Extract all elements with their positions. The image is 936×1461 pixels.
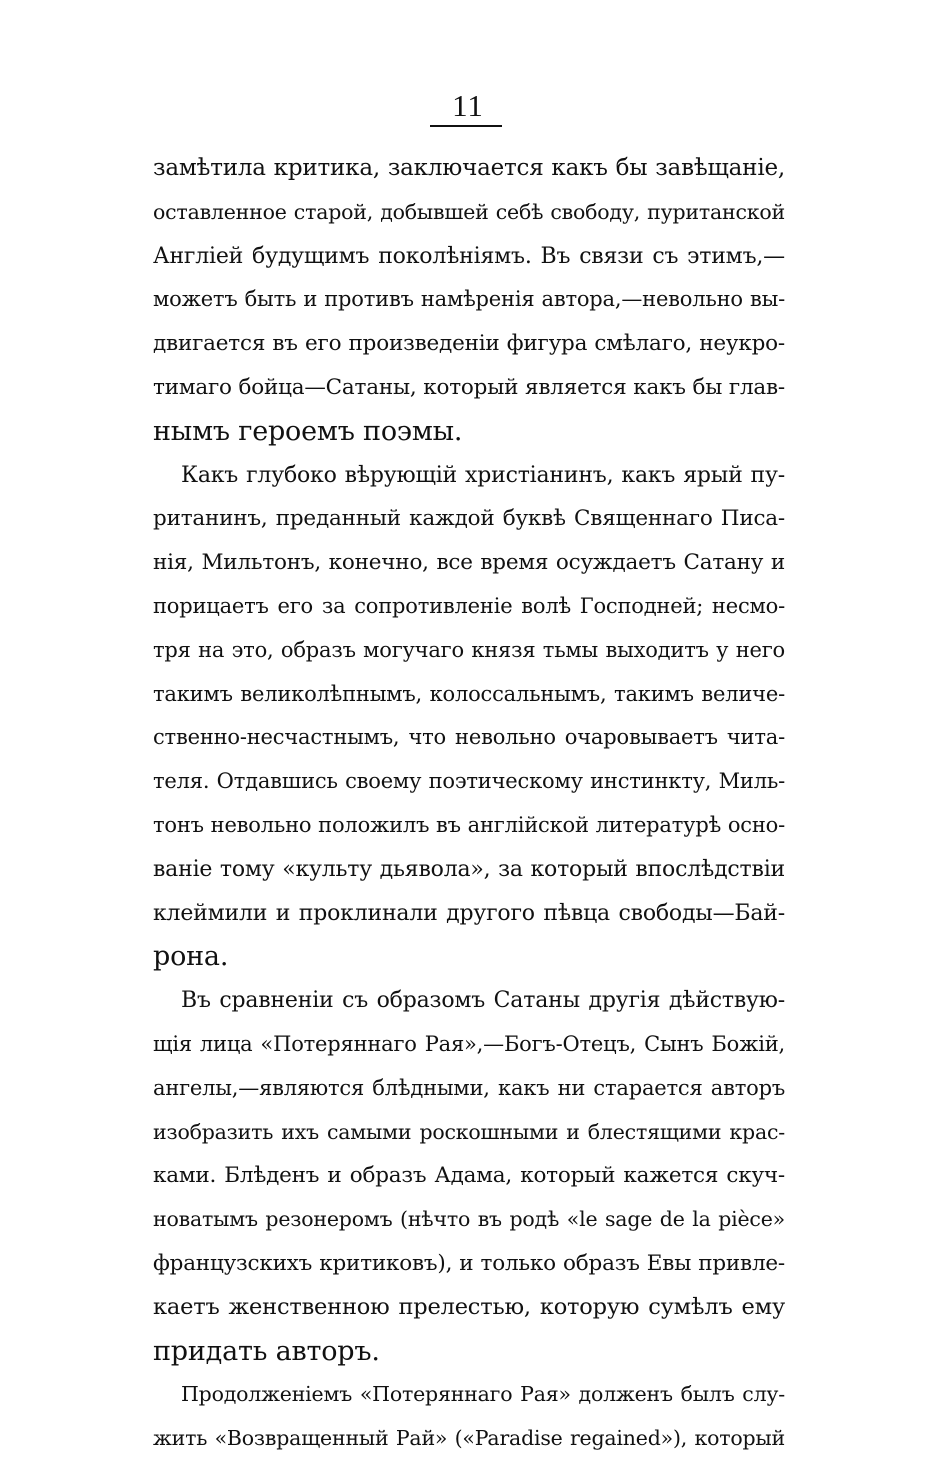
text-line: ственно-несчастнымъ, что невольно очаровываетъ чита- <box>153 725 785 750</box>
text-line: ританинъ, преданный каждой буквѣ Священнаго Писа- <box>153 506 785 532</box>
text-line: ангелы,—являются блѣдными, какъ ни старается авторъ <box>153 1075 785 1100</box>
page-number-rule <box>430 125 502 127</box>
page-number: 11 <box>452 88 484 123</box>
text-line: оставленное старой, добывшей себѣ свободу, пуританской <box>153 199 785 224</box>
text-line: щія лица «Потеряннаго Рая»,—Богъ-Отецъ, Сынъ Божій, <box>153 1031 785 1056</box>
text-line: можетъ быть и противъ намѣренія автора,—невольно вы- <box>153 287 785 312</box>
text-line: Англіей будущимъ поколѣніямъ. Въ связи съ этимъ,— <box>153 243 785 269</box>
text-line: Какъ глубоко вѣрующій христіанинъ, какъ ярый пу- <box>181 462 785 488</box>
text-line: Продолженіемъ «Потеряннаго Рая» долженъ былъ слу- <box>181 1382 785 1407</box>
text-line: изобразить ихъ самыми роскошными и блестящими крас- <box>153 1119 785 1144</box>
text-line: замѣтила критика, заключается какъ бы завѣщаніе, <box>153 155 785 181</box>
text-line: клеймили и проклинали другого пѣвца свободы—Бай- <box>153 900 785 926</box>
text-line: порицаетъ его за сопротивленіе волѣ Господней; несмо- <box>153 593 785 618</box>
text-line: жить «Возвращенный Рай» («Paradise regained»), который <box>153 1426 785 1451</box>
text-line: новатымъ резонеромъ (нѣчто въ родѣ «le sage de la pièce» <box>153 1207 785 1232</box>
text-line: ваніе тому «культу дьявола», за который впослѣдствіи <box>153 856 785 882</box>
text-line: нія, Мильтонъ, конечно, все время осуждаетъ Сатану и <box>153 550 785 576</box>
text-line: тря на это, образъ могучаго князя тьмы выходитъ у него <box>153 637 785 662</box>
text-line: Въ сравненіи съ образомъ Сатаны другія дѣйствую- <box>181 988 785 1014</box>
text-line: рона. <box>153 941 229 973</box>
text-line: придать авторъ. <box>153 1335 380 1367</box>
text-line: тонъ невольно положилъ въ англійской литературѣ осно- <box>153 812 785 837</box>
text-line: теля. Отдавшись своему поэтическому инстинкту, Миль- <box>153 769 785 794</box>
text-line: двигается въ его произведеніи фигура смѣлаго, неукро- <box>153 331 785 357</box>
body-text <box>153 147 785 1461</box>
text-line: такимъ великолѣпнымъ, колоссальнымъ, такимъ величе- <box>153 681 785 706</box>
text-line: тимаго бойца—Сатаны, который является какъ бы глав- <box>153 374 785 400</box>
text-line: ками. Блѣденъ и образъ Адама, который кажется скуч- <box>153 1163 785 1189</box>
text-line: каетъ женственною прелестью, которую сумѣлъ ему <box>153 1293 785 1320</box>
text-line: нымъ героемъ поэмы. <box>153 415 463 447</box>
text-line: французскихъ критиковъ), и только образъ Евы привле- <box>153 1250 785 1276</box>
